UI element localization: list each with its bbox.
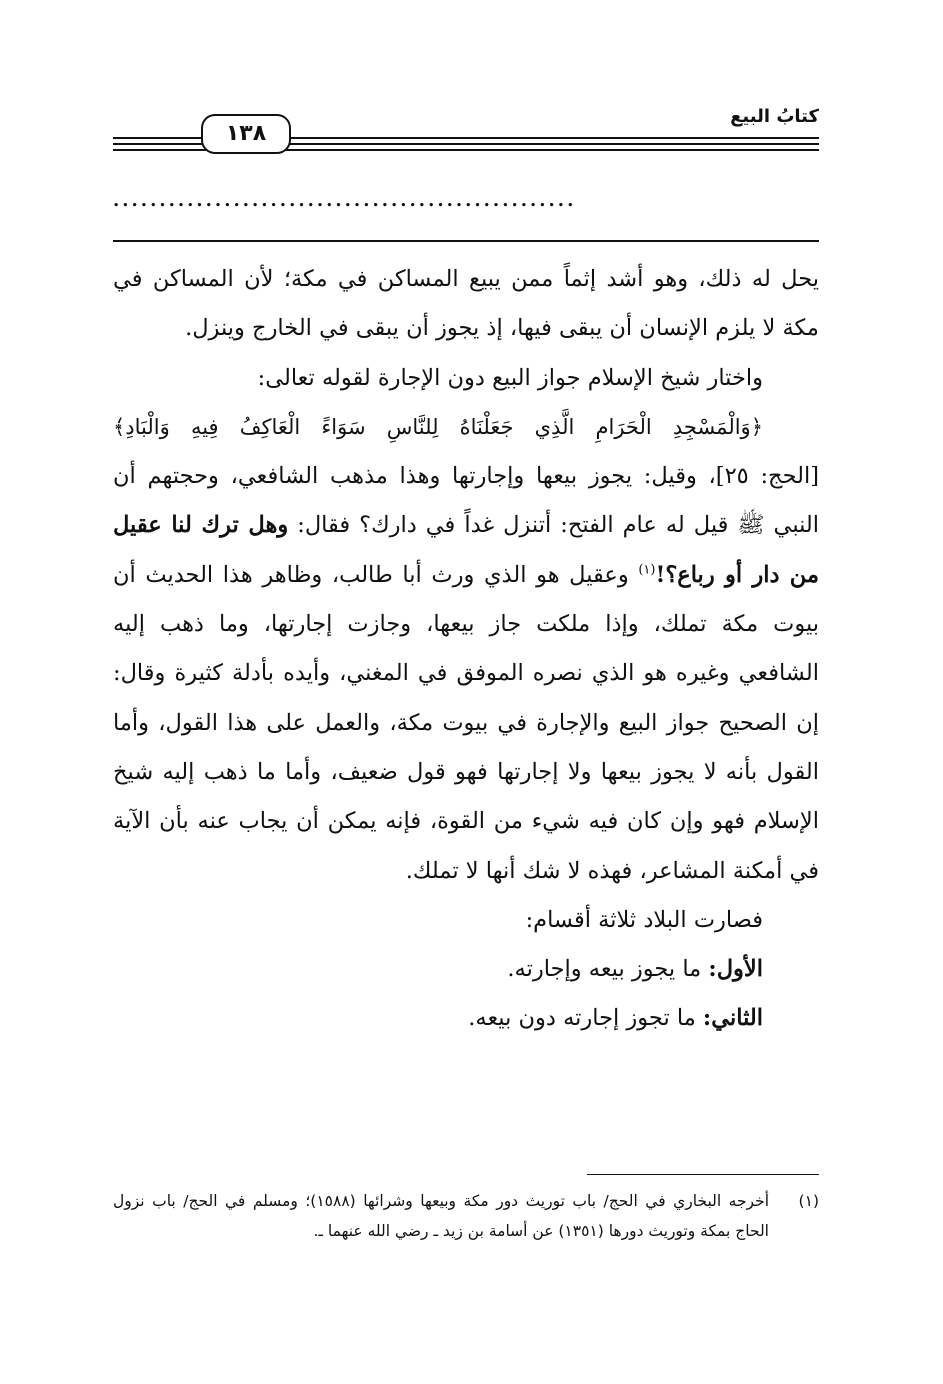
footnote-rule	[587, 1174, 819, 1175]
hadith-quote: وهل ترك لنا عقيل من دار أو رباع؟!	[113, 512, 819, 588]
quran-verse: ﴿وَالْمَسْجِدِ الْحَرَامِ الَّذِي جَعَلْنَاهُ لِلنَّاسِ سَوَاءً الْعَاكِفُ فِيهِ وَالْبَادِ﴾	[113, 414, 763, 439]
list-text: ما يجوز بيعه وإجارته.	[507, 956, 702, 983]
paragraph-intro: واختار شيخ الإسلام جواز البيع دون الإجارة لقوله تعالى:	[257, 364, 763, 391]
paragraph: فصارت البلاد ثلاثة أقسام:	[525, 906, 763, 933]
dotted-separator: ..................................................	[113, 190, 577, 211]
running-title: كتابُ البيع	[730, 106, 819, 127]
main-text	[113, 255, 819, 1044]
footnote-number: (١)	[798, 1192, 819, 1210]
section-rule	[113, 240, 819, 242]
paragraph: يحل له ذلك، وهو أشد إثماً ممن يبيع المساكن في مكة؛ لأن المساكن في مكة لا يلزم الإنسان أن يبقى فيها، إذ يجوز أن يبقى في الخارج وينزل.	[113, 266, 819, 342]
list-label: الثاني:	[702, 1005, 763, 1032]
list-item	[113, 994, 819, 1043]
footnote	[113, 1186, 819, 1246]
paragraph-text: [الحج: ٢٥]، وقيل: يجوز بيعها وإجارتها وهذا مذهب الشافعي، وحجتهم أن النبي ﷺ قيل له عام الفتح: أتنزل غداً في دارك؟ فقال:	[113, 463, 820, 539]
paragraph-text: وعقيل هو الذي ورث أبا طالب، وظاهر هذا الحديث أن بيوت مكة تملك، وإذا ملكت جاز بيعها، وجازت إجارتها، وما ذهب إليه الشافعي وغيره هو الذي نصره الموفق في المغني، وأيده بأدلة كثيرة وقال: إن الصحيح جواز البيع والإجارة في بيوت مكة، والعمل على هذا القول، وأما القول بأنه لا يجوز بيعها ولا إجارتها فهو قول ضعيف، وأما ما ذهب إليه شيخ الإسلام فهو وإن كان فيه شيء من القوة، فإنه يمكن أن يجاب عنه بأن الآية في أمكنة المشاعر، فهذه لا شك أنها لا تملك.	[113, 561, 819, 884]
page-number: ١٣٨	[201, 114, 291, 154]
list-label: الأول:	[708, 956, 763, 983]
footnote-text: أخرجه البخاري في الحج/ باب توريث دور مكة وبيعها وشرائها (١٥٨٨)؛ ومسلم في الحج/ باب نزول الحاج بمكة وتوريث دورها (١٣٥١) عن أسامة بن زيد ـ رضي الله عنهما ـ.	[113, 1192, 769, 1240]
paragraph	[113, 354, 819, 896]
footnote-marker[interactable]: (١)	[638, 562, 656, 578]
page-header	[113, 100, 819, 162]
list-item	[113, 945, 819, 994]
list-text: ما تجوز إجارته دون بيعه.	[468, 1005, 696, 1032]
footnotes	[113, 1186, 819, 1246]
